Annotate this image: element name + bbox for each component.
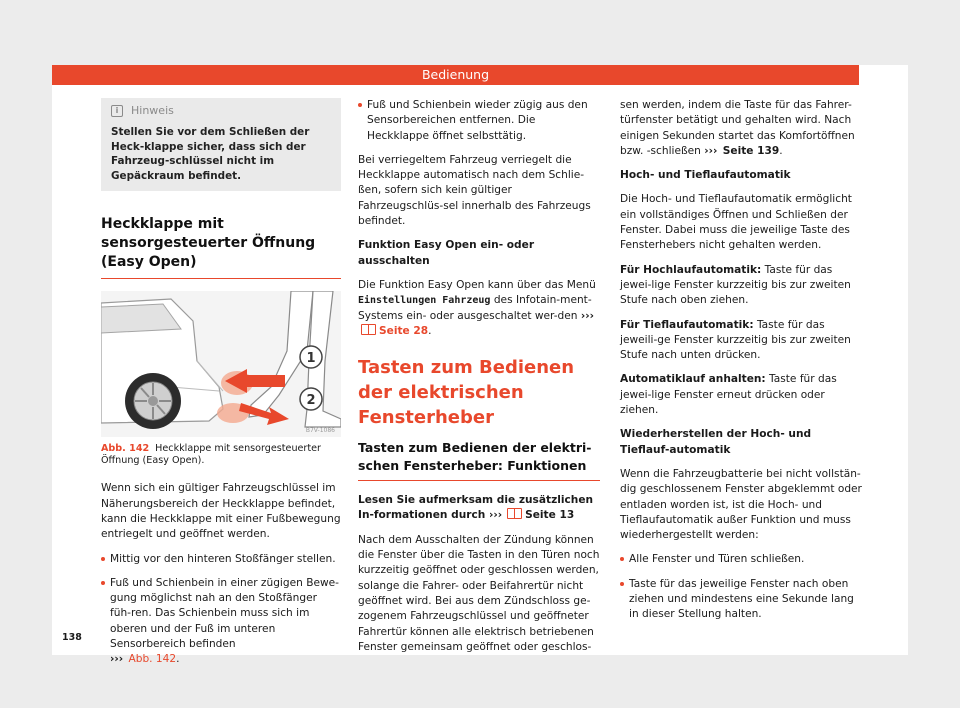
paragraph-7: Wenn die Fahrzeugbatterie bei nicht vollstän-dig geschlossenem Fenster abgeklemmt oder entladen worden ist, ist die Hoch- und Tieflaufautomatik außer Funktion und muss wiederhergestellt werden:: [620, 467, 862, 542]
figure-code: B7V-1086: [305, 427, 335, 435]
column-2: [358, 98, 600, 664]
link-seite-13[interactable]: Seite 13: [525, 509, 575, 522]
figure-marker-2: 2: [306, 393, 316, 409]
heading-auto: Hoch- und Tieflaufautomatik: [620, 169, 791, 182]
heading-restore: Wiederherstellen der Hoch- und Tieflauf-automatik: [620, 428, 812, 456]
bullet-2: Fuß und Schienbein in einer zügigen Bewe-gung möglichst nah an den Stoßfänger füh-ren. Das Schienbein muss sich im oberen und der Fuß im unteren Sensorbereich befinden ››› Abb. 142.: [101, 576, 341, 668]
paragraph-4: Nach dem Ausschalten der Zündung können die Fenster über die Tasten in den Türen noch kurzzeitig geöffnet oder geschlossen werden, solange die Fahrer- oder Beifahrertür nicht geöffnet wird. Bei aus dem Zündschloss ge-zogenem Fahrzeugschlüssel und geöffneter Fahrertür können alle elektrisch betriebenen Fenster gemeinsam geöffnet oder geschlos-: [358, 533, 600, 653]
bullet-4: Alle Fenster und Türen schließen.: [620, 552, 862, 567]
figure-marker-1: 1: [306, 351, 316, 367]
link-seite-28[interactable]: Seite 28: [379, 324, 429, 337]
link-abb-142[interactable]: Abb. 142: [128, 653, 177, 666]
paragraph-stop: Automatiklauf anhalten: Taste für das jewei-lige Fenster erneut drücken oder ziehen.: [620, 373, 837, 417]
book-icon: [361, 324, 376, 335]
paragraph-3: Die Funktion Easy Open kann über das Menü Einstellungen Fahrzeug des Infotain-ment-Systems ein- oder ausgeschaltet wer-den ›››Seite 28.: [358, 278, 596, 337]
page-number: 138: [62, 632, 82, 643]
paragraph-hoch: Für Hochlaufautomatik: Taste für das jewei-lige Fenster kurzzeitig bis zur zweiten Stufe nach oben ziehen.: [620, 263, 851, 307]
paragraph-6: Die Hoch- und Tieflaufautomatik ermöglicht ein vollständiges Öffnen und Schließen der Fenster. Dabei muss die jeweilige Taste des Fensterhebers nicht gehalten werden.: [620, 193, 852, 252]
paragraph-1: Wenn sich ein gültiger Fahrzeugschlüssel im Näherungsbereich der Heckklappe befindet, kann die Heckklappe mit einer Fußbewegung entriegelt und geöffnet werden.: [101, 482, 341, 541]
paragraph-2: Bei verriegeltem Fahrzeug verriegelt die Heckklappe automatisch nach dem Schlie-ßen, sofern sich kein gültiger Fahrzeugschlüs-sel innerhalb des Fahrzeugs befindet.: [358, 153, 591, 228]
figure-caption: [101, 443, 341, 467]
subsection-title: Tasten zum Bedienen der elektri-schen Fensterheber: Funktionen: [358, 439, 600, 481]
menu-path: Einstellungen Fahrzeug: [358, 295, 491, 307]
bullet-1: Mittig vor den hinteren Stoßfänger stellen.: [101, 552, 341, 567]
book-icon: [507, 508, 522, 519]
caption-label: Abb. 142: [101, 443, 150, 455]
caption-text: Heckklappe mit sensorgesteuerter Öffnung (Easy Open).: [101, 443, 321, 467]
note-text: Stellen Sie vor dem Schließen der Heck-klappe sicher, dass sich der Fahrzeug-schlüssel nicht im Gepäckraum befindet.: [111, 126, 310, 182]
paragraph-tief: Für Tieflaufautomatik: Taste für das jeweili-ge Fenster kurzzeitig bis zur zweiten Stufe nach unten drücken.: [620, 318, 851, 362]
figure-easy-open: [101, 291, 341, 437]
ref-arrow: ›››: [110, 653, 124, 666]
note-box: [101, 98, 341, 191]
section-title: Heckklappe mit sensorgesteuerter Öffnung (Easy Open): [101, 215, 341, 279]
column-3: [620, 98, 862, 632]
heading-easy-open: Funktion Easy Open ein- oder ausschalten: [358, 239, 535, 267]
info-icon: i: [111, 105, 123, 117]
link-seite-139[interactable]: Seite 139: [722, 144, 780, 157]
bullet-5: Taste für das jeweilige Fenster nach oben ziehen und mindestens eine Sekunde lang in dieser Stellung halten.: [620, 577, 862, 623]
read-more-notice: Lesen Sie aufmerksam die zusätzlichen In-formationen durch ››› Seite 13: [358, 494, 594, 522]
paragraph-5: sen werden, indem die Taste für das Fahrer-türfenster betätigt und gehalten wird. Nach einigen Sekunden startet das Komfortöffnen bzw. -schließen ››› Seite 139.: [620, 99, 855, 157]
car-illustration: [101, 291, 341, 437]
column-1: [101, 98, 341, 677]
note-title: Hinweis: [131, 104, 174, 117]
page-header: Bedienung: [52, 65, 859, 85]
chapter-title: Tasten zum Bedienen der elektrischen Fensterheber: [358, 357, 575, 429]
bullet-3: Fuß und Schienbein wieder zügig aus den Sensorbereichen entfernen. Die Heckklappe öffnet selbsttätig.: [358, 98, 600, 144]
